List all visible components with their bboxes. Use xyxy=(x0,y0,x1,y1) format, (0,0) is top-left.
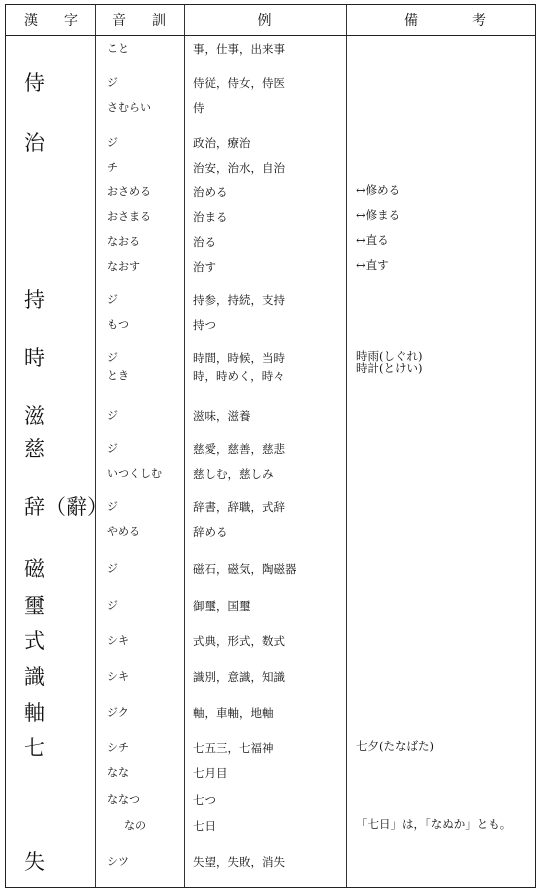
reading-cell: シキ xyxy=(107,634,129,647)
note-cell: ↔直る xyxy=(356,233,389,247)
header-reading-char-1: 音 xyxy=(112,13,128,29)
reading-cell: シチ xyxy=(107,741,129,754)
header-kanji-char-2: 字 xyxy=(64,13,80,29)
reading-cell: なおる xyxy=(107,235,140,248)
header-rule xyxy=(6,35,535,36)
example-cell: 辞める xyxy=(193,525,228,539)
reading-cell: さむらい xyxy=(107,101,151,114)
reading-cell: ジク xyxy=(107,706,129,719)
column-divider xyxy=(184,5,185,887)
kanji-cell: 失 xyxy=(24,850,45,874)
example-cell: 慈愛，慈善，慈悲 xyxy=(193,442,285,456)
kanji-reading-table xyxy=(5,4,536,888)
reading-cell: ジ xyxy=(107,500,118,513)
kanji-cell: 滋 xyxy=(24,404,45,428)
example-cell: 滋味，滋養 xyxy=(193,409,251,423)
example-cell: 御璽，国璽 xyxy=(193,599,251,613)
header-reading xyxy=(112,9,168,31)
note-cell: ↔修める xyxy=(356,183,401,197)
kanji-cell: 侍 xyxy=(24,71,45,95)
reading-cell: ジ xyxy=(107,442,118,455)
example-cell: 治まる xyxy=(193,210,228,224)
example-cell: 治安，治水，自治 xyxy=(193,161,285,175)
reading-cell: ジ xyxy=(107,409,118,422)
kanji-cell: 式 xyxy=(24,629,45,653)
kanji-cell: 治 xyxy=(24,131,45,155)
kanji-cell: 慈 xyxy=(24,437,45,461)
example-cell: 治す xyxy=(193,260,216,274)
note-cell: 「七日」は，「なぬか」とも。 xyxy=(356,817,512,831)
note-cell: 時雨(しぐれ) 時計(とけい) xyxy=(356,349,423,375)
example-cell: 侍従，侍女，侍医 xyxy=(193,76,285,90)
example-cell: 時，時めく，時々 xyxy=(193,369,285,383)
example-cell: 軸，車軸，地軸 xyxy=(193,706,274,720)
example-cell: 時間，時候，当時 xyxy=(193,351,285,365)
kanji-cell: 識 xyxy=(24,665,45,689)
kanji-cell: 璽 xyxy=(24,594,45,618)
example-cell: 侍 xyxy=(193,101,205,115)
example-cell: 治る xyxy=(193,235,216,249)
note-cell: 七夕(たなばた) xyxy=(356,739,434,753)
example-cell: 磁石，磁気，陶磁器 xyxy=(193,562,297,576)
header-note-char-2: 考 xyxy=(472,13,488,29)
example-cell: 慈しむ，慈しみ xyxy=(193,467,274,481)
reading-cell: ジ xyxy=(107,351,118,364)
example-cell: 七つ xyxy=(193,793,216,807)
example-cell: 事，仕事，出来事 xyxy=(193,42,285,56)
header-example xyxy=(185,9,346,31)
kanji-cell: 磁 xyxy=(24,557,45,581)
kanji-cell: 持 xyxy=(24,288,45,312)
column-divider xyxy=(346,5,347,887)
example-cell: 識別，意識，知識 xyxy=(193,670,285,684)
kanji-cell: 辞（辭） xyxy=(24,495,108,519)
header-reading-char-2: 訓 xyxy=(152,13,168,29)
example-cell: 政治，療治 xyxy=(193,136,251,150)
column-divider xyxy=(95,5,96,887)
example-cell: 持つ xyxy=(193,318,216,332)
reading-cell: シキ xyxy=(107,670,129,683)
example-cell: 七五三，七福神 xyxy=(193,741,274,755)
reading-cell: ジ xyxy=(107,599,118,612)
header-kanji-char-1: 漢 xyxy=(24,13,40,29)
kanji-cell: 時 xyxy=(24,346,45,370)
reading-cell: シツ xyxy=(107,855,129,868)
reading-cell: いつくしむ xyxy=(107,467,162,480)
header-note-char-1: 備 xyxy=(404,13,420,29)
reading-cell: おさまる xyxy=(107,210,151,223)
example-cell: 式典，形式，数式 xyxy=(193,634,285,648)
example-cell: 辞書，辞職，式辞 xyxy=(193,500,285,514)
reading-cell: チ xyxy=(107,161,118,174)
reading-cell: ジ xyxy=(107,293,118,306)
reading-cell: なな xyxy=(107,766,129,779)
kanji-cell: 軸 xyxy=(24,701,45,725)
note-cell: ↔修まる xyxy=(356,208,401,222)
reading-cell: なの xyxy=(124,819,146,832)
header-example-char: 例 xyxy=(257,13,274,29)
note-cell: ↔直す xyxy=(356,258,389,272)
reading-cell: ななつ xyxy=(107,793,140,806)
header-note xyxy=(404,9,488,31)
kanji-cell: 七 xyxy=(24,736,45,760)
reading-cell: こと xyxy=(107,42,129,55)
header-kanji xyxy=(24,9,80,31)
reading-cell: とき xyxy=(107,369,129,382)
example-cell: 七月目 xyxy=(193,766,228,780)
reading-cell: おさめる xyxy=(107,185,151,198)
reading-cell: もつ xyxy=(107,318,129,331)
reading-cell: ジ xyxy=(107,562,118,575)
example-cell: 七日 xyxy=(193,819,216,833)
example-cell: 持参，持続，支持 xyxy=(193,293,285,307)
reading-cell: ジ xyxy=(107,76,118,89)
example-cell: 治める xyxy=(193,185,228,199)
reading-cell: ジ xyxy=(107,136,118,149)
reading-cell: やめる xyxy=(107,525,140,538)
reading-cell: なおす xyxy=(107,260,140,273)
example-cell: 失望，失敗，消失 xyxy=(193,855,285,869)
